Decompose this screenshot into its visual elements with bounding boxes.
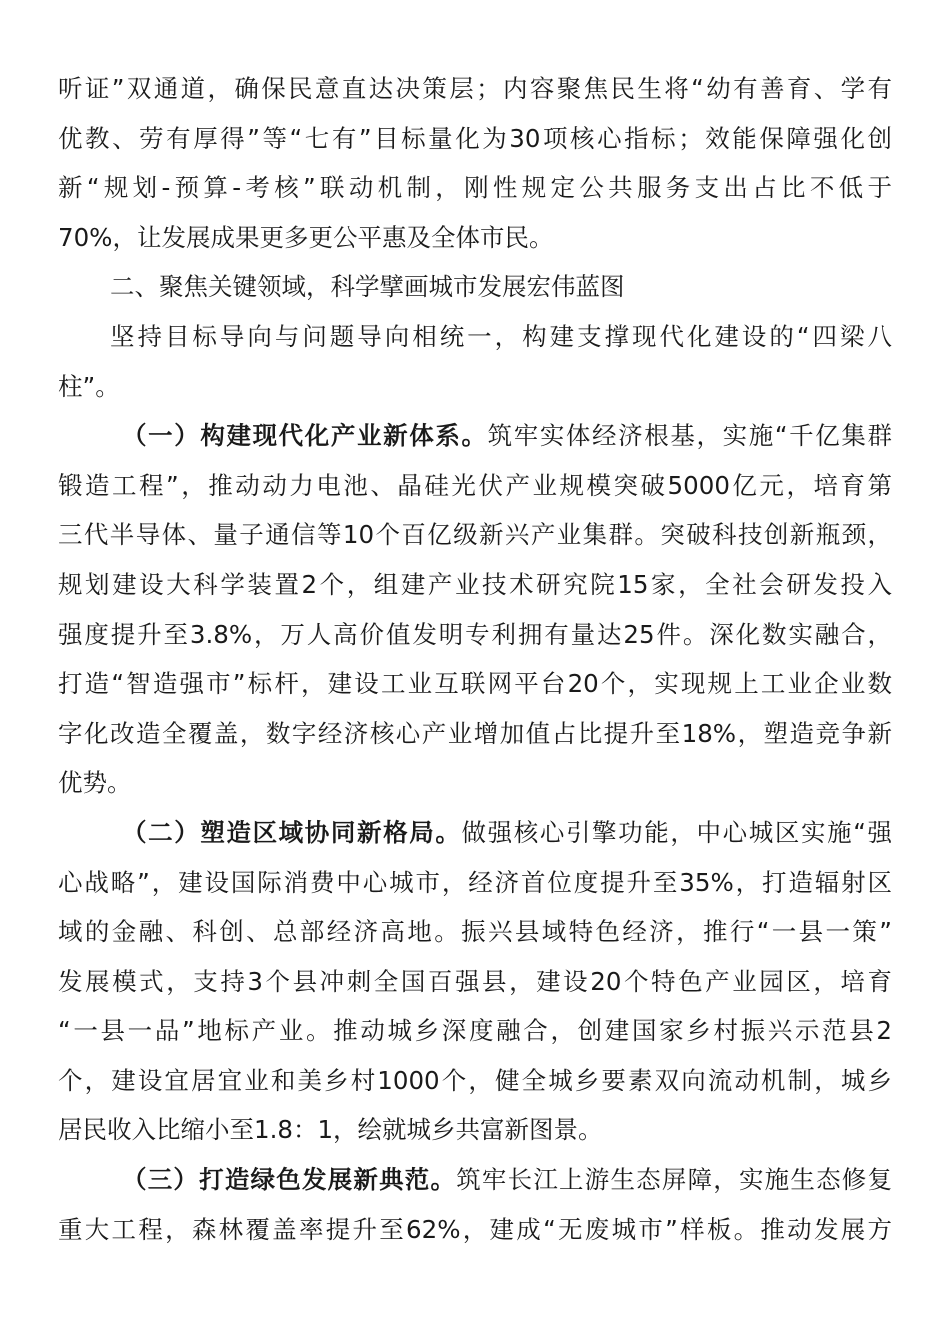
subsection-heading: （三）打造绿色发展新典范。 bbox=[122, 1165, 457, 1195]
text-line: 优教、劳有厚得”等“七有”目标量化为30项核心指标；效能保障强化创 bbox=[58, 123, 892, 153]
text-line: 心战略”，建设国际消费中心城市，经济首位度提升至35%，打造辐射区 bbox=[58, 867, 892, 897]
text-line: 规划建设大科学装置2个，组建产业技术研究院15家，全社会研发投入 bbox=[58, 569, 892, 599]
subsection-heading: （一）构建现代化产业新体系。 bbox=[122, 421, 488, 451]
text-line: 重大工程，森林覆盖率提升至62%，建成“无废城市”样板。推动发展方 bbox=[58, 1214, 892, 1244]
text-line: 柱”。 bbox=[58, 371, 120, 401]
text-line: 优势。 bbox=[58, 768, 132, 798]
text-line: 锻造工程”，推动动力电池、晶硅光伏产业规模突破5000亿元，培育第 bbox=[58, 470, 892, 500]
text-line: 新“规划-预算-考核”联动机制，刚性规定公共服务支出占比不低于 bbox=[58, 173, 892, 203]
document-page bbox=[58, 64, 892, 1254]
text-line: 70%，让发展成果更多更公平惠及全体市民。 bbox=[58, 222, 554, 252]
subsection-first-line bbox=[58, 1155, 892, 1205]
text-line: 坚持目标导向与问题导向相统一，构建支撑现代化建设的“四梁八 bbox=[110, 321, 892, 351]
text-line: 三代半导体、量子通信等10个百亿级新兴产业集群。突破科技创新瓶颈， bbox=[58, 520, 892, 550]
text-line: 域的金融、科创、总部经济高地。振兴县域特色经济，推行“一县一策” bbox=[58, 917, 892, 947]
subsection-text: 筑牢实体经济根基，实施“千亿集群 bbox=[487, 421, 892, 451]
subsection-first-line bbox=[58, 411, 892, 461]
section-heading: 二、聚焦关键领域，科学擘画城市发展宏伟蓝图 bbox=[110, 272, 625, 302]
text-line: 居民收入比缩小至1.8：1，绘就城乡共富新图景。 bbox=[58, 1115, 603, 1145]
text-line: 听证”双通道，确保民意直达决策层；内容聚焦民生将“幼有善育、学有 bbox=[58, 74, 892, 103]
text-line: 强度提升至3.8%，万人高价值发明专利拥有量达25件。深化数实融合， bbox=[58, 619, 892, 649]
subsection-first-line bbox=[58, 808, 892, 858]
subsection-heading: （二）塑造区域协同新格局。 bbox=[122, 817, 462, 847]
subsection-text: 筑牢长江上游生态屏障，实施生态修复 bbox=[456, 1165, 892, 1195]
subsection-text: 做强核心引擎功能，中心城区实施“强 bbox=[461, 817, 892, 847]
text-line: 字化改造全覆盖，数字经济核心产业增加值占比提升至18%，塑造竞争新 bbox=[58, 718, 892, 748]
text-line: 发展模式，支持3个县冲刺全国百强县，建设20个特色产业园区，培育 bbox=[58, 966, 892, 996]
text-line: “一县一品”地标产业。推动城乡深度融合，创建国家乡村振兴示范县2 bbox=[58, 1016, 892, 1046]
text-line: 打造“智造强市”标杆，建设工业互联网平台20个，实现规上工业企业数 bbox=[58, 669, 892, 699]
text-line: 个，建设宜居宜业和美乡村1000个，健全城乡要素双向流动机制，城乡 bbox=[58, 1065, 892, 1095]
